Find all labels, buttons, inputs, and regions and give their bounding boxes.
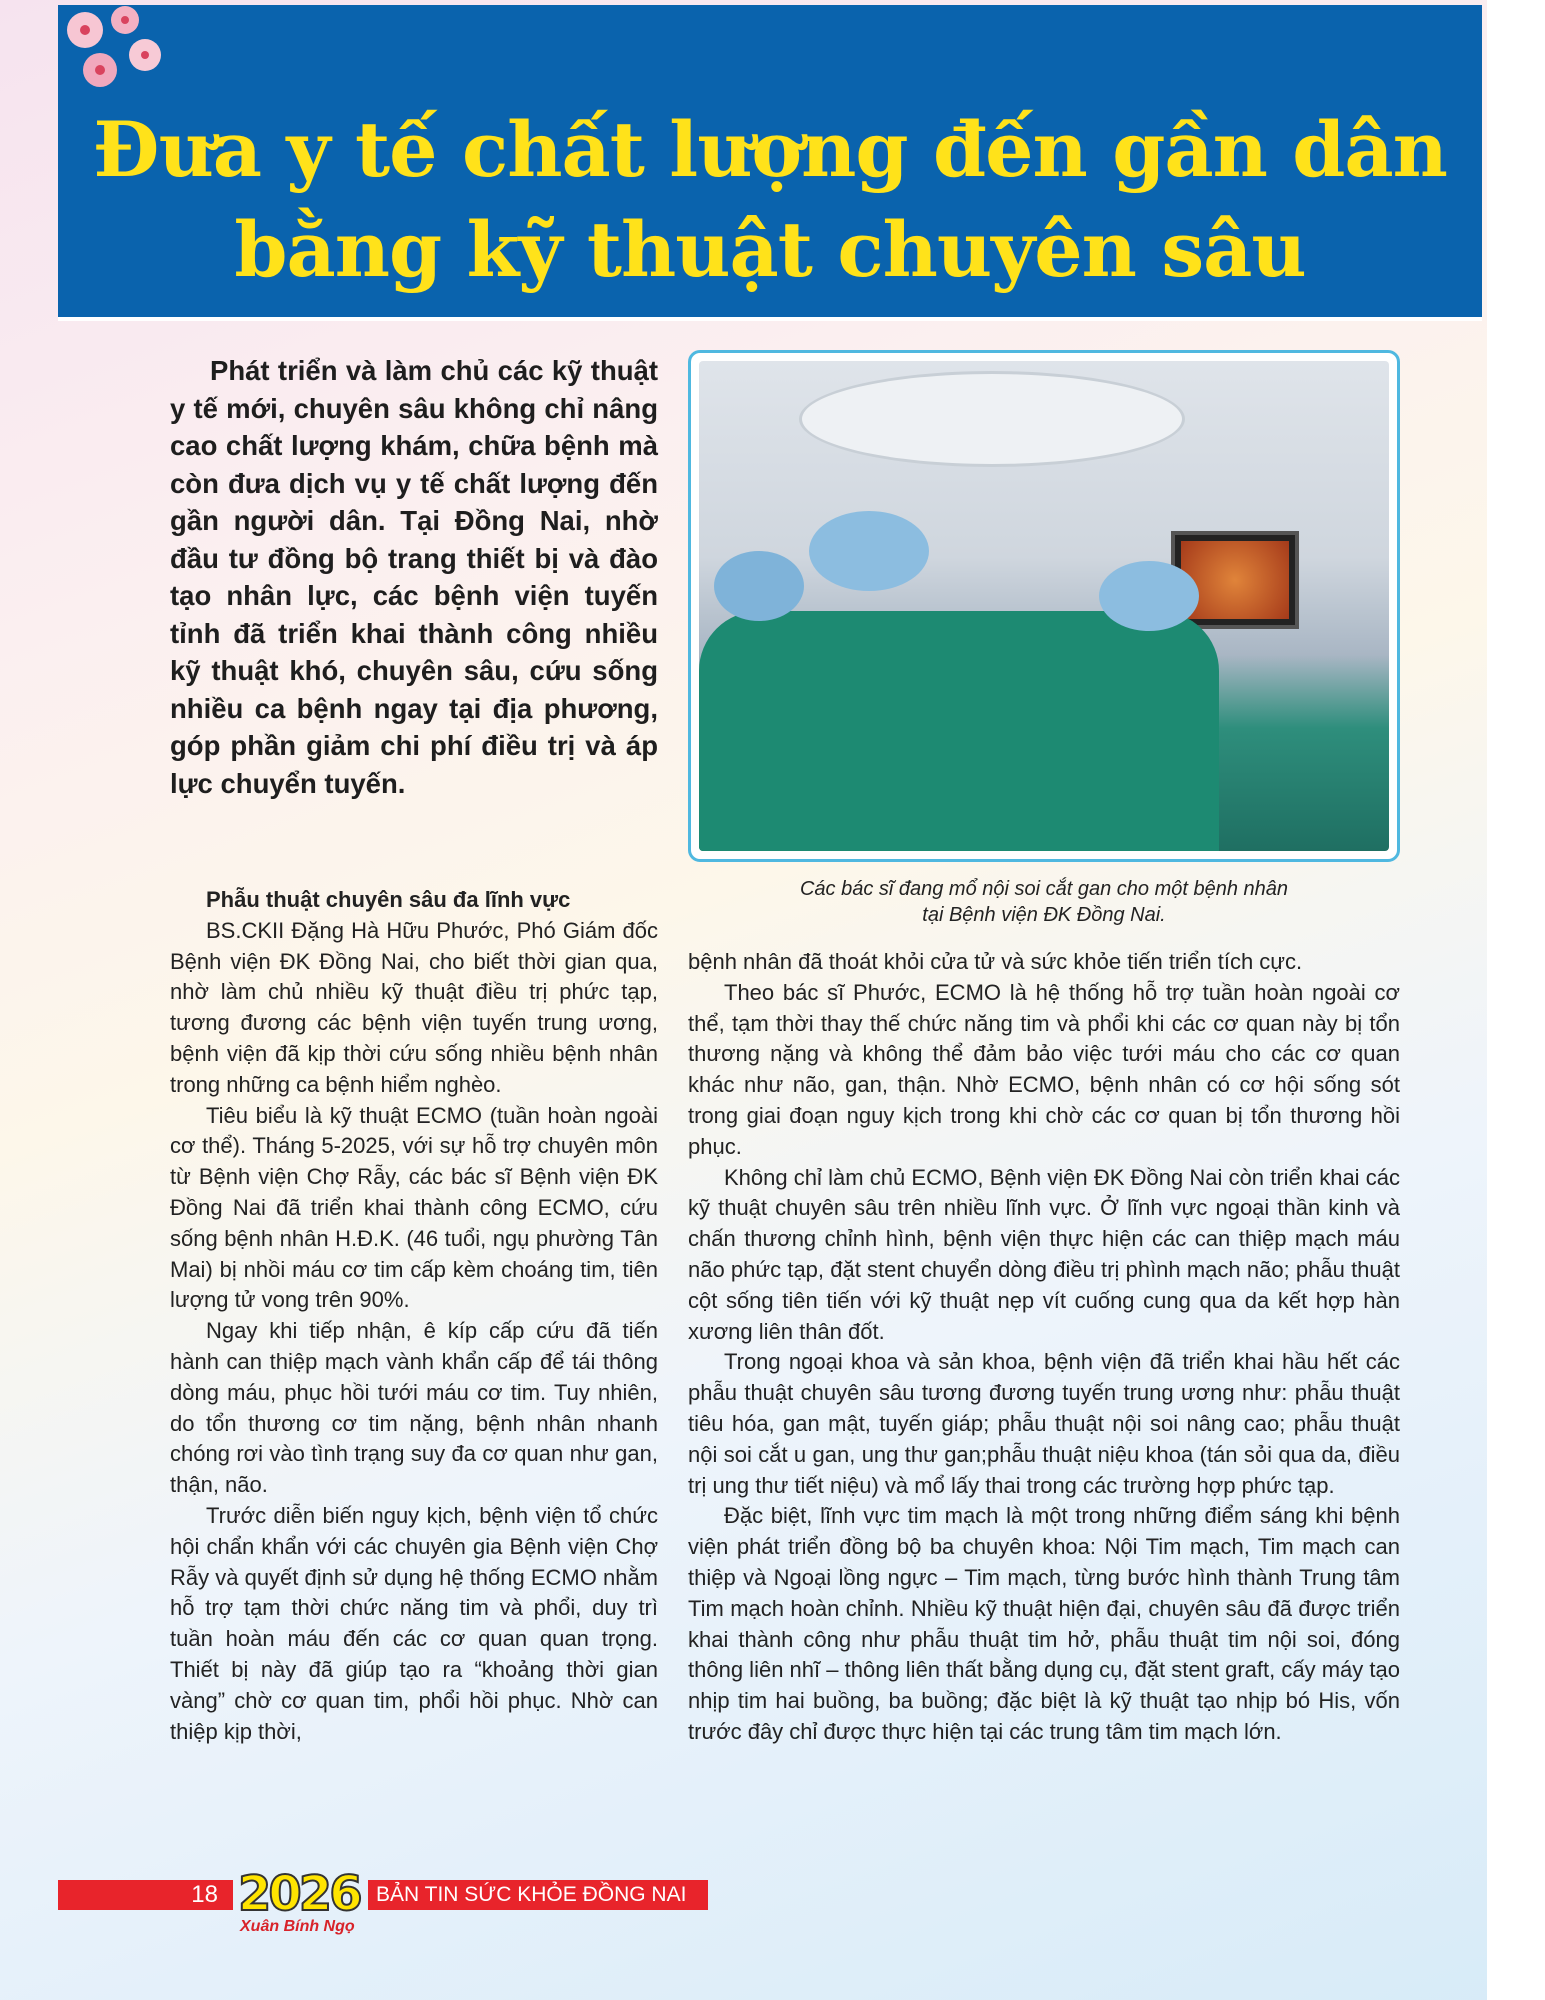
page-number: 18: [58, 1880, 233, 1910]
caption-line-2: tại Bệnh viện ĐK Đồng Nai.: [922, 904, 1166, 926]
publication-name: BẢN TIN SỨC KHỎE ĐỒNG NAI: [368, 1880, 708, 1910]
title-line-1: Đưa y tế chất lượng đến gần dân: [93, 105, 1447, 194]
year-logo: 2026: [238, 1866, 360, 1922]
page-footer: [58, 1866, 708, 1952]
body-paragraph: Đặc biệt, lĩnh vực tim mạch là một trong những điểm sáng khi bệnh viện phát triển đồng bộ ba chuyên khoa: Nội Tim mạch, Tim mạch can thiệp và Ngoại lồng ngực – Tim mạch, từng bước hình thành Trung tâm Tim mạch hoàn chỉnh. Nhiều kỹ thuật hiện đại, chuyên sâu đã được triển khai thành công như phẫu thuật tim hở, phẫu thuật tim nội soi, đóng thông liên nhĩ – thông liên thất bằng dụng cụ, đặt stent graft, cấy máy tạo nhịp tim hai buồng, ba buồng; đặc biệt là kỹ thuật tạo nhịp bó His, vốn trước đây chỉ được thực hiện tại các trung tâm tim mạch lớn.: [688, 1503, 1400, 1744]
body-paragraph-continuation: bệnh nhân đã thoát khỏi cửa tử và sức khỏe tiến triển tích cực.: [688, 949, 1303, 974]
surgery-photo: [699, 361, 1389, 851]
body-paragraph: Không chỉ làm chủ ECMO, Bệnh viện ĐK Đồng Nai còn triển khai các kỹ thuật chuyên sâu trên nhiều lĩnh vực. Ở lĩnh vực ngoại thần kinh và chấn thương chỉnh hình, bệnh viện thực hiện các can thiệp mạch máu não phức tạp, đặt stent chuyển dòng điều trị phình mạch não; phẫu thuật cột sống tiên tiến với kỹ thuật nẹp vít cuống cung qua da kết hợp hàn xương liên thân đốt.: [688, 1164, 1400, 1344]
body-paragraph: Trong ngoại khoa và sản khoa, bệnh viện đã triển khai hầu hết các phẫu thuật chuyên sâu tương đương tuyến trung ương như: phẫu thuật tiêu hóa, gan mật, tuyến giáp; phẫu thuật nội soi nâng cao; phẫu thuật nội soi cắt u gan, ung thư gan;phẫu thuật niệu khoa (tán sỏi qua da, điều trị ung thư tiết niệu) và mổ lấy thai trong các trường hợp phức tạp.: [688, 1349, 1400, 1498]
article-photo: [688, 350, 1400, 862]
body-paragraph: Theo bác sĩ Phước, ECMO là hệ thống hỗ trợ tuần hoàn ngoài cơ thể, tạm thời thay thế chức năng tim và phổi khi các cơ quan này bị tổn thương nặng và không thể đảm bảo việc tưới máu cho các cơ quan khác như não, gan, thận. Nhờ ECMO, bệnh nhân có cơ hội sống sót trong giai đoạn nguy kịch trong khi chờ các cơ quan bị tổn thương hồi phục.: [688, 979, 1400, 1159]
logo-subtitle: Xuân Bính Ngọ: [240, 1918, 355, 1935]
right-column: [688, 947, 1400, 1748]
body-paragraph: BS.CKII Đặng Hà Hữu Phước, Phó Giám đốc Bệnh viện ĐK Đồng Nai, cho biết thời gian qua, nhờ làm chủ nhiều kỹ thuật điều trị phức tạp, tương đương các bệnh viện tuyến trung ương, bệnh viện đã kịp thời cứu sống nhiều bệnh nhân trong những ca bệnh hiểm nghèo.: [170, 917, 658, 1097]
page-margin: [1487, 0, 1545, 2000]
article-title: [60, 100, 1480, 300]
body-paragraph: Ngay khi tiếp nhận, ê kíp cấp cứu đã tiến hành can thiệp mạch vành khẩn cấp để tái thông dòng máu, phục hồi tưới máu cơ tim. Tuy nhiên, do tổn thương cơ tim nặng, bệnh nhân nhanh chóng rơi vào tình trạng suy đa cơ quan như gan, thận, não.: [170, 1318, 658, 1498]
article-lead: [170, 352, 658, 802]
lead-paragraph: Phát triển và làm chủ các kỹ thuật y tế mới, chuyên sâu không chỉ nâng cao chất lượng khám, chữa bệnh mà còn đưa dịch vụ y tế chất lượng đến gần người dân. Tại Đồng Nai, nhờ đầu tư đồng bộ trang thiết bị và đào tạo nhân lực, các bệnh viện tuyến tỉnh đã triển khai thành công nhiều kỹ thuật khó, chuyên sâu, cứu sống nhiều ca bệnh ngay tại địa phương, góp phần giảm chi phí điều trị và áp lực chuyển tuyến.: [170, 355, 658, 799]
photo-caption: [688, 876, 1400, 928]
section-heading: Phẫu thuật chuyên sâu đa lĩnh vực: [206, 887, 571, 912]
caption-line-1: Các bác sĩ đang mổ nội soi cắt gan cho một bệnh nhân: [799, 878, 1289, 900]
body-paragraph: Trước diễn biến nguy kịch, bệnh viện tổ chức hội chẩn khẩn với các chuyên gia Bệnh viện Chợ Rẫy và quyết định sử dụng hệ thống ECMO nhằm hỗ trợ tạm thời chức năng tim và phổi, duy trì tuần hoàn máu đến các cơ quan quan trọng. Thiết bị này đã giúp tạo ra “khoảng thời gian vàng” chờ cơ quan tim, phổi hồi phục. Nhờ can thiệp kịp thời,: [170, 1502, 659, 1744]
left-column: [170, 885, 658, 1747]
cherry-blossom-decoration: [55, 0, 170, 105]
body-paragraph: Tiêu biểu là kỹ thuật ECMO (tuần hoàn ngoài cơ thể). Tháng 5-2025, với sự hỗ trợ chuyên môn từ Bệnh viện Chợ Rẫy, các bác sĩ Bệnh viện ĐK Đồng Nai đã triển khai thành công ECMO, cứu sống bệnh nhân H.Đ.K. (46 tuổi, ngụ phường Tân Mai) bị nhồi máu cơ tim cấp kèm choáng tim, tiên lượng tử vong trên 90%.: [170, 1102, 658, 1313]
title-line-2: bằng kỹ thuật chuyên sâu: [234, 205, 1306, 294]
